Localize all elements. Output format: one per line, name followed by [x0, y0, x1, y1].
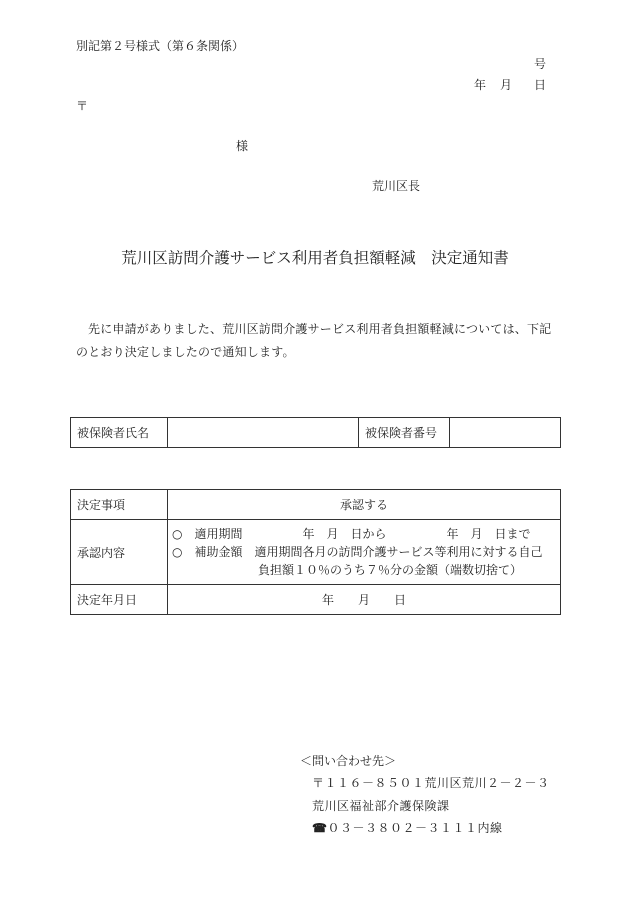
insured-number-label: 被保険者番号: [359, 418, 450, 448]
contact-phone: [312, 819, 502, 836]
postal-mark: 〒: [76, 99, 89, 113]
document-title: 荒川区訪問介護サービス利用者負担額軽減 決定通知書: [121, 249, 509, 267]
issue-date-day: 日: [533, 78, 546, 92]
contact-phone-number: ０３－３８０２－３１１１内線: [327, 821, 503, 835]
decision-table: [70, 489, 561, 615]
addressee-honorific: 様: [236, 139, 249, 153]
table-row: [71, 490, 561, 520]
approval-content-value: [168, 520, 561, 585]
subsidy-amount-line: ○ 補助金額 適用期間各月の訪問介護サービス等利用に対する自己: [172, 545, 543, 559]
decision-date-value: 年 月 日: [168, 585, 561, 615]
contact-heading: ＜問い合わせ先＞: [300, 754, 397, 768]
insured-name-value: [168, 418, 359, 448]
issue-date-year: 年: [473, 78, 486, 92]
form-number: 別記第２号様式（第６条関係）: [76, 39, 245, 53]
issue-date: [474, 76, 546, 93]
approval-content-label: 承認内容: [71, 520, 168, 585]
contact-address: 〒１１６－８５０１荒川区荒川２－２－３: [312, 776, 550, 790]
issuer-name: 荒川区長: [372, 179, 421, 193]
contact-department: 荒川区福祉部介護保険課: [312, 799, 450, 813]
table-row: [71, 585, 561, 615]
issue-date-month: 月: [499, 78, 512, 92]
subsidy-amount-continuation: 負担額１０％のうち７％分の金額（端数切捨て）: [258, 563, 523, 577]
decision-matter-label: 決定事項: [71, 490, 168, 520]
application-period-line: ○ 適用期間 年 月 日から 年 月 日まで: [172, 527, 531, 541]
phone-icon: ☎: [312, 821, 328, 835]
decision-matter-value: 承認する: [168, 490, 561, 520]
table-row: [71, 520, 561, 585]
insured-name-label: 被保険者氏名: [71, 418, 168, 448]
decision-date-label: 決定年月日: [71, 585, 168, 615]
document-number-label: 号: [533, 57, 546, 71]
table-row: [71, 418, 561, 448]
insured-person-table: [70, 417, 561, 448]
insured-number-value: [450, 418, 561, 448]
notice-body-text: 先に申請がありました、荒川区訪問介護サービス利用者負担額軽減については、下記のとおり決定しましたので通知します。: [76, 322, 552, 359]
